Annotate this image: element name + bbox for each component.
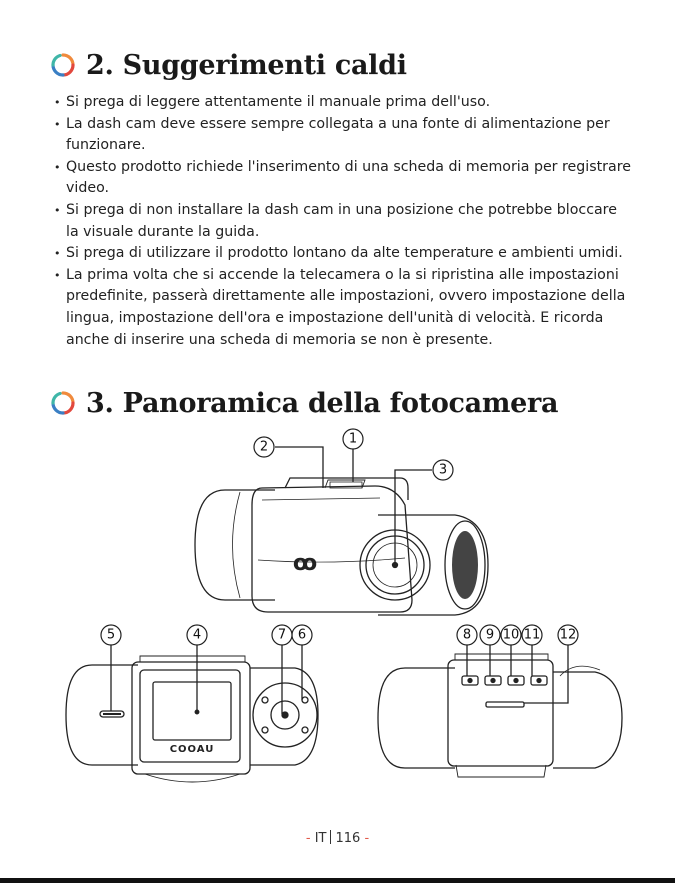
svg-text:6: 6 bbox=[297, 627, 307, 643]
svg-text:7: 7 bbox=[277, 627, 287, 643]
callout-9 bbox=[480, 625, 500, 645]
svg-text:1: 1 bbox=[348, 431, 358, 447]
brand-label: COOAU bbox=[169, 744, 215, 755]
callout-6 bbox=[292, 625, 312, 645]
callout-1 bbox=[343, 429, 363, 449]
svg-text:10: 10 bbox=[502, 627, 520, 643]
camera-3d-view bbox=[195, 478, 488, 615]
callout-3 bbox=[433, 460, 453, 480]
bottom-rule bbox=[0, 878, 675, 883]
svg-text:12: 12 bbox=[559, 627, 577, 643]
svg-text:11: 11 bbox=[523, 627, 541, 643]
callout-5 bbox=[101, 625, 121, 645]
callout-2 bbox=[254, 437, 274, 457]
list-item: • Questo prodotto richiede l'inserimento di una scheda di memoria per registrare video. bbox=[54, 157, 634, 200]
list-item: • La prima volta che si accende la telecamera o la si ripristina alle impostazioni predefinite, passerà direttamente alle impostazioni, ovvero impostazione della lingua, impostazione dell'ora e impostazione dell'unità di velocità. E ricorda anche di inserire una scheda di memoria se non è presente. bbox=[54, 265, 634, 351]
camera-rear-view bbox=[66, 656, 318, 782]
callout-4 bbox=[187, 625, 207, 645]
list-item: • Si prega di non installare la dash cam in una posizione che potrebbe bloccare la visuale durante la guida. bbox=[54, 200, 634, 243]
camera-top-view bbox=[378, 654, 622, 777]
callout-7 bbox=[272, 625, 292, 645]
list-item: • Si prega di leggere attentamente il manuale prima dell'uso. bbox=[54, 92, 634, 114]
callout-11 bbox=[522, 625, 542, 645]
svg-text:4: 4 bbox=[192, 627, 202, 643]
footer-dash: - bbox=[305, 831, 311, 846]
section-title-text: 2. Suggerimenti caldi bbox=[86, 49, 407, 81]
footer-dash: - bbox=[364, 831, 370, 846]
svg-text:9: 9 bbox=[485, 627, 495, 643]
section-title-text: 3. Panoramica della fotocamera bbox=[86, 387, 559, 419]
list-item: • Si prega di utilizzare il prodotto lontano da alte temperature e ambienti umidi. bbox=[54, 243, 634, 265]
callout-12 bbox=[558, 625, 578, 645]
svg-text:2: 2 bbox=[259, 439, 269, 455]
callout-10 bbox=[501, 625, 521, 645]
callout-8 bbox=[457, 625, 477, 645]
list-item: • La dash cam deve essere sempre collegata a una fonte di alimentazione per funzionare. bbox=[54, 114, 634, 157]
footer-language: IT bbox=[314, 831, 327, 846]
svg-text:8: 8 bbox=[462, 627, 472, 643]
svg-text:5: 5 bbox=[106, 627, 116, 643]
svg-text:3: 3 bbox=[438, 462, 448, 478]
page-footer bbox=[0, 830, 675, 846]
footer-separator bbox=[330, 830, 331, 844]
svg-text:ꝏ: ꝏ bbox=[292, 551, 318, 576]
page-number: 116 bbox=[335, 831, 361, 846]
